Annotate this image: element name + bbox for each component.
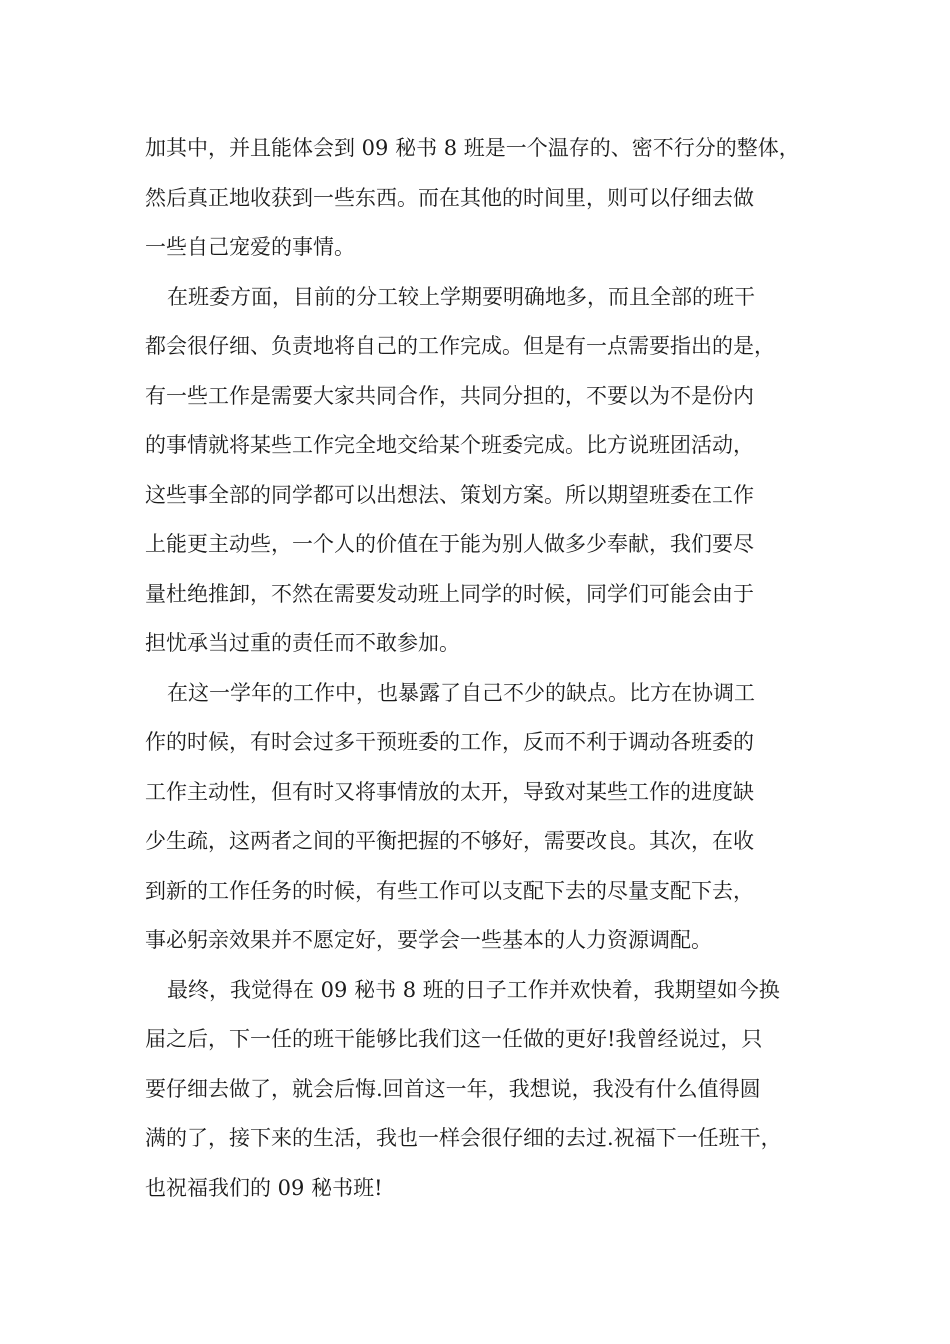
text-line: 在班委方面，目前的分工较上学期要明确地多，而且全部的班干 [167,284,755,309]
text-line: 有一些工作是需要大家共同合作，共同分担的，不要以为不是份内 [145,383,754,408]
text-line: 少生疏，这两者之间的平衡把握的不够好，需要改良。其次，在收 [145,829,754,853]
text-line: 量杜绝推卸，不然在需要发动班上同学的时候，同学们可能会由于 [145,581,754,606]
text-line: 届之后，下一任的班干能够比我们这一任做的更好!我曾经说过，只 [145,1027,763,1051]
text-line: 上能更主动些，一个人的价值在于能为别人做多少奉献，我们要尽 [145,532,754,556]
text-line: 也祝福我们的 09 秘书班! [145,1175,383,1200]
text-line: 然后真正地收获到一些东西。而在其他的时间里，则可以仔细去做 [145,185,754,210]
paragraph-1 [145,124,825,273]
text-line: 工作主动性，但有时又将事情放的太开，导致对某些工作的进度缺 [145,779,754,804]
text-line: 的事情就将某些工作完全地交给某个班委完成。比方说班团活动， [145,433,754,457]
text-line: 加其中，并且能体会到 09 秘书 8 班是一个温存的、密不行分的整体， [145,136,800,160]
text-line: 最终，我觉得在 09 秘书 8 班的日子工作并欢快着，我期望如今换 [167,977,780,1002]
text-line: 满的了，接下来的生活，我也一样会很仔细的去过.祝福下一任班干， [145,1126,782,1150]
text-line: 在这一学年的工作中，也暴露了自己不少的缺点。比方在协调工 [167,680,755,705]
document-body [145,124,825,1213]
paragraph-3 [145,669,825,966]
paragraph-2 [145,273,825,669]
text-line: 要仔细去做了，就会后悔.回首这一年，我想说，我没有什么值得圆 [145,1076,761,1101]
text-line: 事必躬亲效果并不愿定好，要学会一些基本的人力资源调配。 [145,928,712,952]
text-line: 担忧承当过重的责任而不敢参加。 [145,631,460,655]
text-line: 作的时候，有时会过多干预班委的工作，反而不利于调动各班委的 [145,730,754,754]
text-line: 这些事全部的同学都可以出想法、策划方案。所以期望班委在工作 [145,482,754,507]
text-line: 到新的工作任务的时候，有些工作可以支配下去的尽量支配下去， [145,878,754,903]
paragraph-4 [145,966,825,1214]
text-line: 一些自己宠爱的事情。 [145,235,355,259]
text-line: 都会很仔细、负责地将自己的工作完成。但是有一点需要指出的是， [145,334,775,358]
